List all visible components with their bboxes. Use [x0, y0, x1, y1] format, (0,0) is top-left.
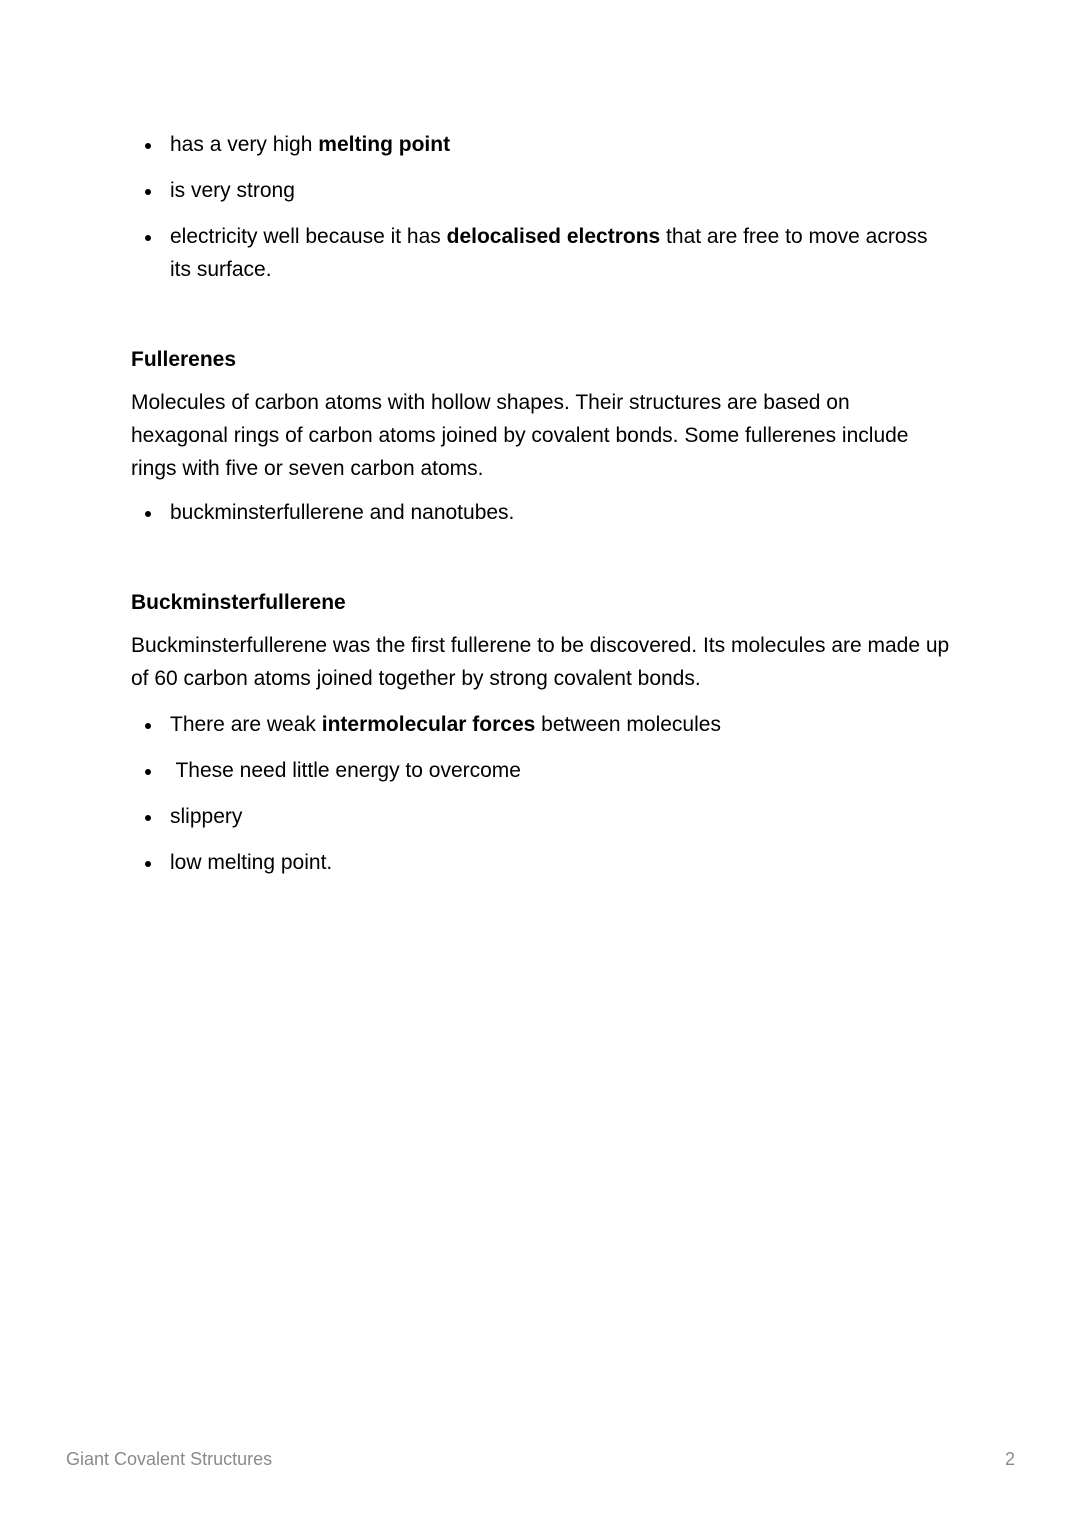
buckminsterfullerene-heading: Buckminsterfullerene — [131, 591, 346, 614]
list-item-text: that are free to move across its surface. — [170, 225, 928, 281]
page-content — [131, 128, 951, 879]
list-item — [131, 708, 951, 741]
list-item — [131, 174, 951, 207]
list-item-text: buckminsterfullerene and nanotubes. — [170, 501, 515, 524]
list-item-text: There are weak — [170, 713, 322, 736]
list-item — [131, 846, 951, 879]
list-item-text: These need little energy to overcome — [170, 759, 521, 782]
list-item-text: electricity well because it has — [170, 225, 447, 248]
list-item-text: between molecules — [535, 713, 721, 736]
list-item — [131, 800, 951, 833]
list-item-bold-text: intermolecular forces — [321, 713, 536, 736]
list-item — [131, 496, 951, 529]
list-item-bold-text: delocalised electrons — [446, 225, 661, 248]
list-item — [131, 128, 951, 161]
buckminsterfullerene-paragraph: Buckminsterfullerene was the first fullerene to be discovered. Its molecules are made up of 60 carbon atoms joined together by strong covalent bonds. — [131, 634, 950, 690]
properties-list — [131, 128, 951, 286]
list-item-text: low melting point. — [170, 851, 333, 874]
list-item — [131, 220, 951, 286]
fullerenes-paragraph: Molecules of carbon atoms with hollow shapes. Their structures are based on hexagonal rings of carbon atoms joined by covalent bonds. Some fullerenes include rings with five or seven carbon atoms. — [131, 391, 909, 480]
list-item-text: has a very high — [170, 133, 319, 156]
list-item-text: slippery — [170, 805, 243, 828]
footer-document-title: Giant Covalent Structures — [66, 1449, 273, 1469]
footer-page-number: 2 — [1004, 1449, 1015, 1469]
fullerenes-heading: Fullerenes — [131, 348, 237, 371]
buckminsterfullerene-list — [131, 708, 951, 879]
list-item — [131, 754, 951, 787]
fullerenes-list — [131, 496, 951, 529]
list-item-text: is very strong — [170, 179, 295, 202]
list-item-bold-text: melting point — [318, 133, 451, 156]
